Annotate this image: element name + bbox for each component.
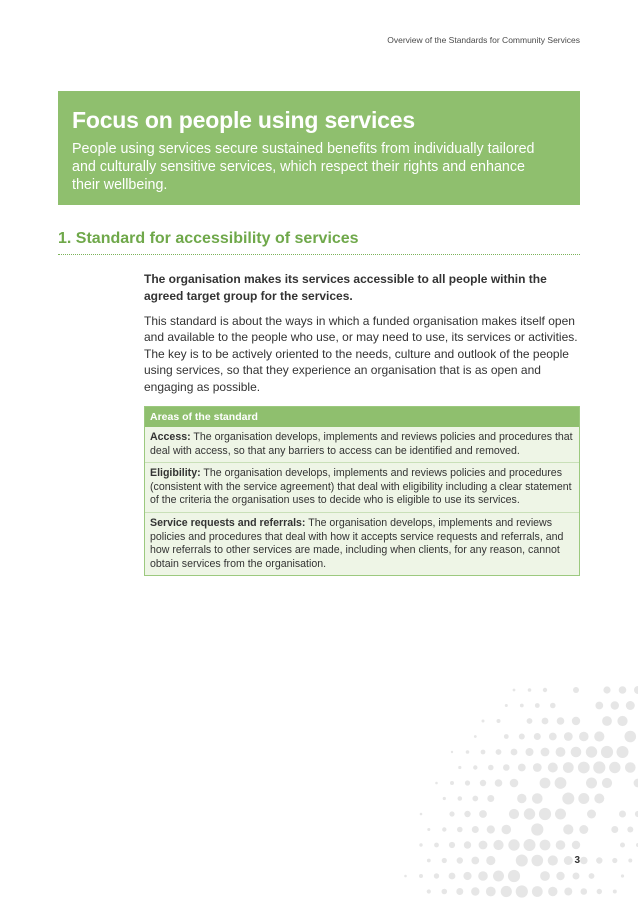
decorative-dot — [613, 890, 617, 894]
decorative-dot — [449, 842, 455, 848]
decorative-dot — [581, 888, 588, 895]
decorative-dot — [434, 843, 439, 848]
decorative-dot — [504, 734, 509, 739]
decorative-dot — [501, 886, 512, 897]
decorative-dot — [563, 762, 574, 773]
running-header: Overview of the Standards for Community Services — [387, 35, 580, 45]
decorative-dot — [621, 874, 624, 877]
decorative-dot — [617, 746, 629, 758]
decorative-dot — [458, 766, 461, 769]
decorative-dot — [451, 751, 453, 753]
decorative-dot — [449, 811, 454, 816]
decorative-dot — [535, 703, 540, 708]
decorative-dot — [557, 717, 565, 725]
decorative-dot — [463, 872, 471, 880]
decorative-dot — [497, 719, 501, 723]
decorative-dot — [611, 826, 618, 833]
page-number: 3 — [574, 855, 580, 866]
decorative-dot — [471, 857, 479, 865]
decorative-dot — [594, 731, 604, 741]
decorative-dot — [508, 870, 520, 882]
decorative-dot — [541, 748, 550, 757]
area-term: Service requests and referrals: — [150, 517, 306, 529]
decorative-dot — [602, 778, 612, 788]
decorative-dot — [549, 733, 557, 741]
banner-text: People using services secure sustained benefits from individually tailored and culturally sensitive services, which respect their rights and enhance their wellbeing. — [72, 141, 535, 193]
areas-of-standard-box — [144, 406, 580, 576]
decorative-dot — [540, 840, 551, 851]
decorative-dot — [620, 843, 625, 848]
banner-title: Focus on people using services — [72, 107, 415, 133]
area-divider — [145, 512, 579, 513]
decorative-dot — [496, 749, 502, 755]
decorative-dot — [464, 811, 470, 817]
decorative-dot — [625, 762, 636, 773]
decorative-dot — [505, 704, 508, 707]
decorative-dot — [548, 763, 558, 773]
decorative-dot — [404, 875, 407, 878]
section-content — [144, 271, 580, 576]
decorative-dot — [619, 686, 627, 694]
decorative-dot — [449, 873, 456, 880]
decorative-dot — [578, 793, 589, 804]
decorative-dot — [594, 794, 604, 804]
decorative-dot — [555, 777, 567, 789]
decorative-dot — [495, 779, 503, 787]
decorative-dot — [612, 858, 617, 863]
decorative-dot — [479, 810, 487, 818]
decorative-dot — [556, 872, 564, 880]
decorative-dot — [534, 733, 541, 740]
decorative-dot — [589, 873, 595, 879]
decorative-dot — [511, 749, 518, 756]
decorative-dot — [486, 887, 496, 897]
decorative-dot — [571, 747, 582, 758]
decorative-dot — [518, 764, 526, 772]
decorative-dot — [519, 734, 525, 740]
decorative-dot — [442, 889, 448, 895]
decorative-dot — [556, 840, 566, 850]
decorative-dot — [427, 828, 430, 831]
decorative-dot — [550, 703, 556, 709]
decorative-dot — [627, 827, 633, 833]
decorative-dot — [457, 827, 463, 833]
decorative-dot — [516, 885, 528, 897]
decorative-dot — [473, 765, 477, 769]
decorative-dot — [464, 841, 471, 848]
decorative-dot — [528, 688, 532, 692]
area-item-access — [145, 427, 579, 462]
decorative-dot — [611, 701, 619, 709]
decorative-dot — [487, 825, 495, 833]
decorative-dot — [435, 782, 438, 785]
decorative-dot — [531, 823, 543, 835]
decorative-dot — [442, 827, 446, 831]
decorative-dot — [603, 686, 610, 693]
decorative-dot — [619, 811, 626, 818]
decorative-dot — [486, 856, 495, 865]
decorative-dot — [434, 873, 439, 878]
decorative-dot — [572, 717, 580, 725]
decorative-dot — [479, 841, 488, 850]
areas-header: Areas of the standard — [145, 407, 579, 427]
decorative-dot — [601, 746, 613, 758]
decorative-dot — [548, 855, 558, 865]
decorative-dot — [474, 735, 477, 738]
decorative-dot — [563, 824, 573, 834]
decorative-dot — [578, 762, 590, 774]
decorative-dot — [450, 781, 454, 785]
decorative-dot — [480, 780, 486, 786]
decorative-dot — [520, 704, 524, 708]
decorative-dot — [420, 813, 423, 816]
decorative-dot — [597, 889, 602, 894]
decorative-dot — [573, 687, 579, 693]
area-text: The organisation develops, implements and reviews policies and procedures that deal with how it accepts service requests and referrals, and how referrals to other services are made, including when clients, for any reason, cannot obtain services from the organisation. — [150, 517, 564, 570]
decorative-dot — [472, 796, 478, 802]
decorative-dot — [595, 702, 603, 710]
decorative-dot — [465, 780, 470, 785]
decorative-dot — [493, 840, 503, 850]
decorative-dot — [524, 839, 536, 851]
decorative-dot — [609, 762, 620, 773]
decorative-dot — [524, 808, 535, 819]
decorative-dot — [634, 779, 638, 788]
decorative-dot — [419, 843, 422, 846]
decorative-dot — [471, 887, 479, 895]
decorative-dot — [562, 793, 574, 805]
decorative-dot — [533, 763, 542, 772]
decorative-dot — [488, 765, 494, 771]
decorative-dot — [593, 761, 605, 773]
decorative-dot — [539, 808, 551, 820]
section-divider — [58, 254, 580, 255]
decorative-dot — [503, 764, 510, 771]
decorative-dot — [634, 686, 638, 694]
decorative-dot — [427, 859, 431, 863]
decorative-dot — [602, 716, 612, 726]
body-paragraph: This standard is about the ways in which a funded organisation makes itself open and available to the people who use, or may need to use, its services or activities. The key is to be actively oriented to the needs, culture and outlook of the people using services, so that they experience an organisation that is as open and engaging as possible. — [144, 314, 578, 394]
decorative-dot — [419, 874, 423, 878]
decorative-dot — [482, 720, 485, 723]
decorative-dot — [573, 873, 580, 880]
decorative-dot — [564, 732, 573, 741]
decorative-dot — [466, 750, 470, 754]
decorative-dot — [586, 746, 597, 757]
decorative-dot — [516, 855, 528, 867]
decorative-dot — [564, 856, 573, 865]
decorative-dot — [540, 871, 550, 881]
decorative-dot — [586, 778, 597, 789]
decorative-dot — [628, 859, 632, 863]
decorative-dot — [555, 809, 566, 820]
decorative-dot — [513, 689, 516, 692]
decorative-dot — [556, 747, 566, 757]
area-text: The organisation develops, implements and reviews policies and procedures that deal with access, so that any barriers to access can be identified and removed. — [150, 431, 573, 457]
decorative-dot — [543, 688, 547, 692]
decorative-dot — [443, 797, 446, 800]
decorative-dot — [493, 871, 504, 882]
area-item-service-requests — [145, 517, 579, 575]
section-heading: 1. Standard for accessibility of services — [58, 230, 359, 247]
lead-statement: The organisation makes its services accessible to all people within the agreed target group for the services. — [144, 272, 547, 303]
decorative-dot — [532, 855, 544, 867]
area-text: The organisation develops, implements and reviews policies and procedures (consistent with the service agreement) that deal with eligibility including a clear statement of the criteria the organisation uses to decide who is eligible to use its services. — [150, 467, 572, 507]
decorative-dot — [502, 825, 512, 835]
decorative-dot — [527, 718, 533, 724]
area-term: Access: — [150, 431, 191, 444]
decorative-dot — [517, 794, 526, 803]
decorative-dot — [457, 857, 463, 863]
decorative-dot — [478, 871, 488, 881]
area-divider — [145, 462, 579, 463]
area-term: Eligibility: — [150, 467, 201, 480]
decorative-dot — [456, 888, 463, 895]
decorative-dot — [509, 809, 519, 819]
decorative-dot — [481, 750, 486, 755]
area-item-eligibility — [145, 467, 579, 512]
decorative-dot — [596, 857, 602, 863]
decorative-dot — [617, 716, 627, 726]
decorative-dot — [427, 889, 431, 893]
decorative-dot — [572, 841, 580, 849]
decorative-dot — [542, 718, 549, 725]
decorative-dot — [625, 731, 637, 743]
decorative-dot — [626, 701, 635, 710]
decorative-dot — [442, 858, 447, 863]
focus-banner — [58, 91, 580, 205]
decorative-dot — [579, 732, 589, 742]
decorative-dot — [532, 886, 543, 897]
decorative-dot — [458, 796, 463, 801]
decorative-dot — [540, 778, 551, 789]
decorative-dot — [472, 826, 479, 833]
decorative-dot — [508, 839, 519, 850]
decorative-dot — [487, 795, 494, 802]
decorative-dot — [580, 857, 588, 865]
decorative-dot — [587, 810, 596, 819]
decorative-dot — [548, 887, 557, 896]
decorative-dot — [526, 748, 534, 756]
decorative-dot — [564, 888, 572, 896]
decorative-dot — [510, 779, 519, 788]
decorative-dot — [532, 793, 543, 804]
decorative-dot — [579, 825, 588, 834]
